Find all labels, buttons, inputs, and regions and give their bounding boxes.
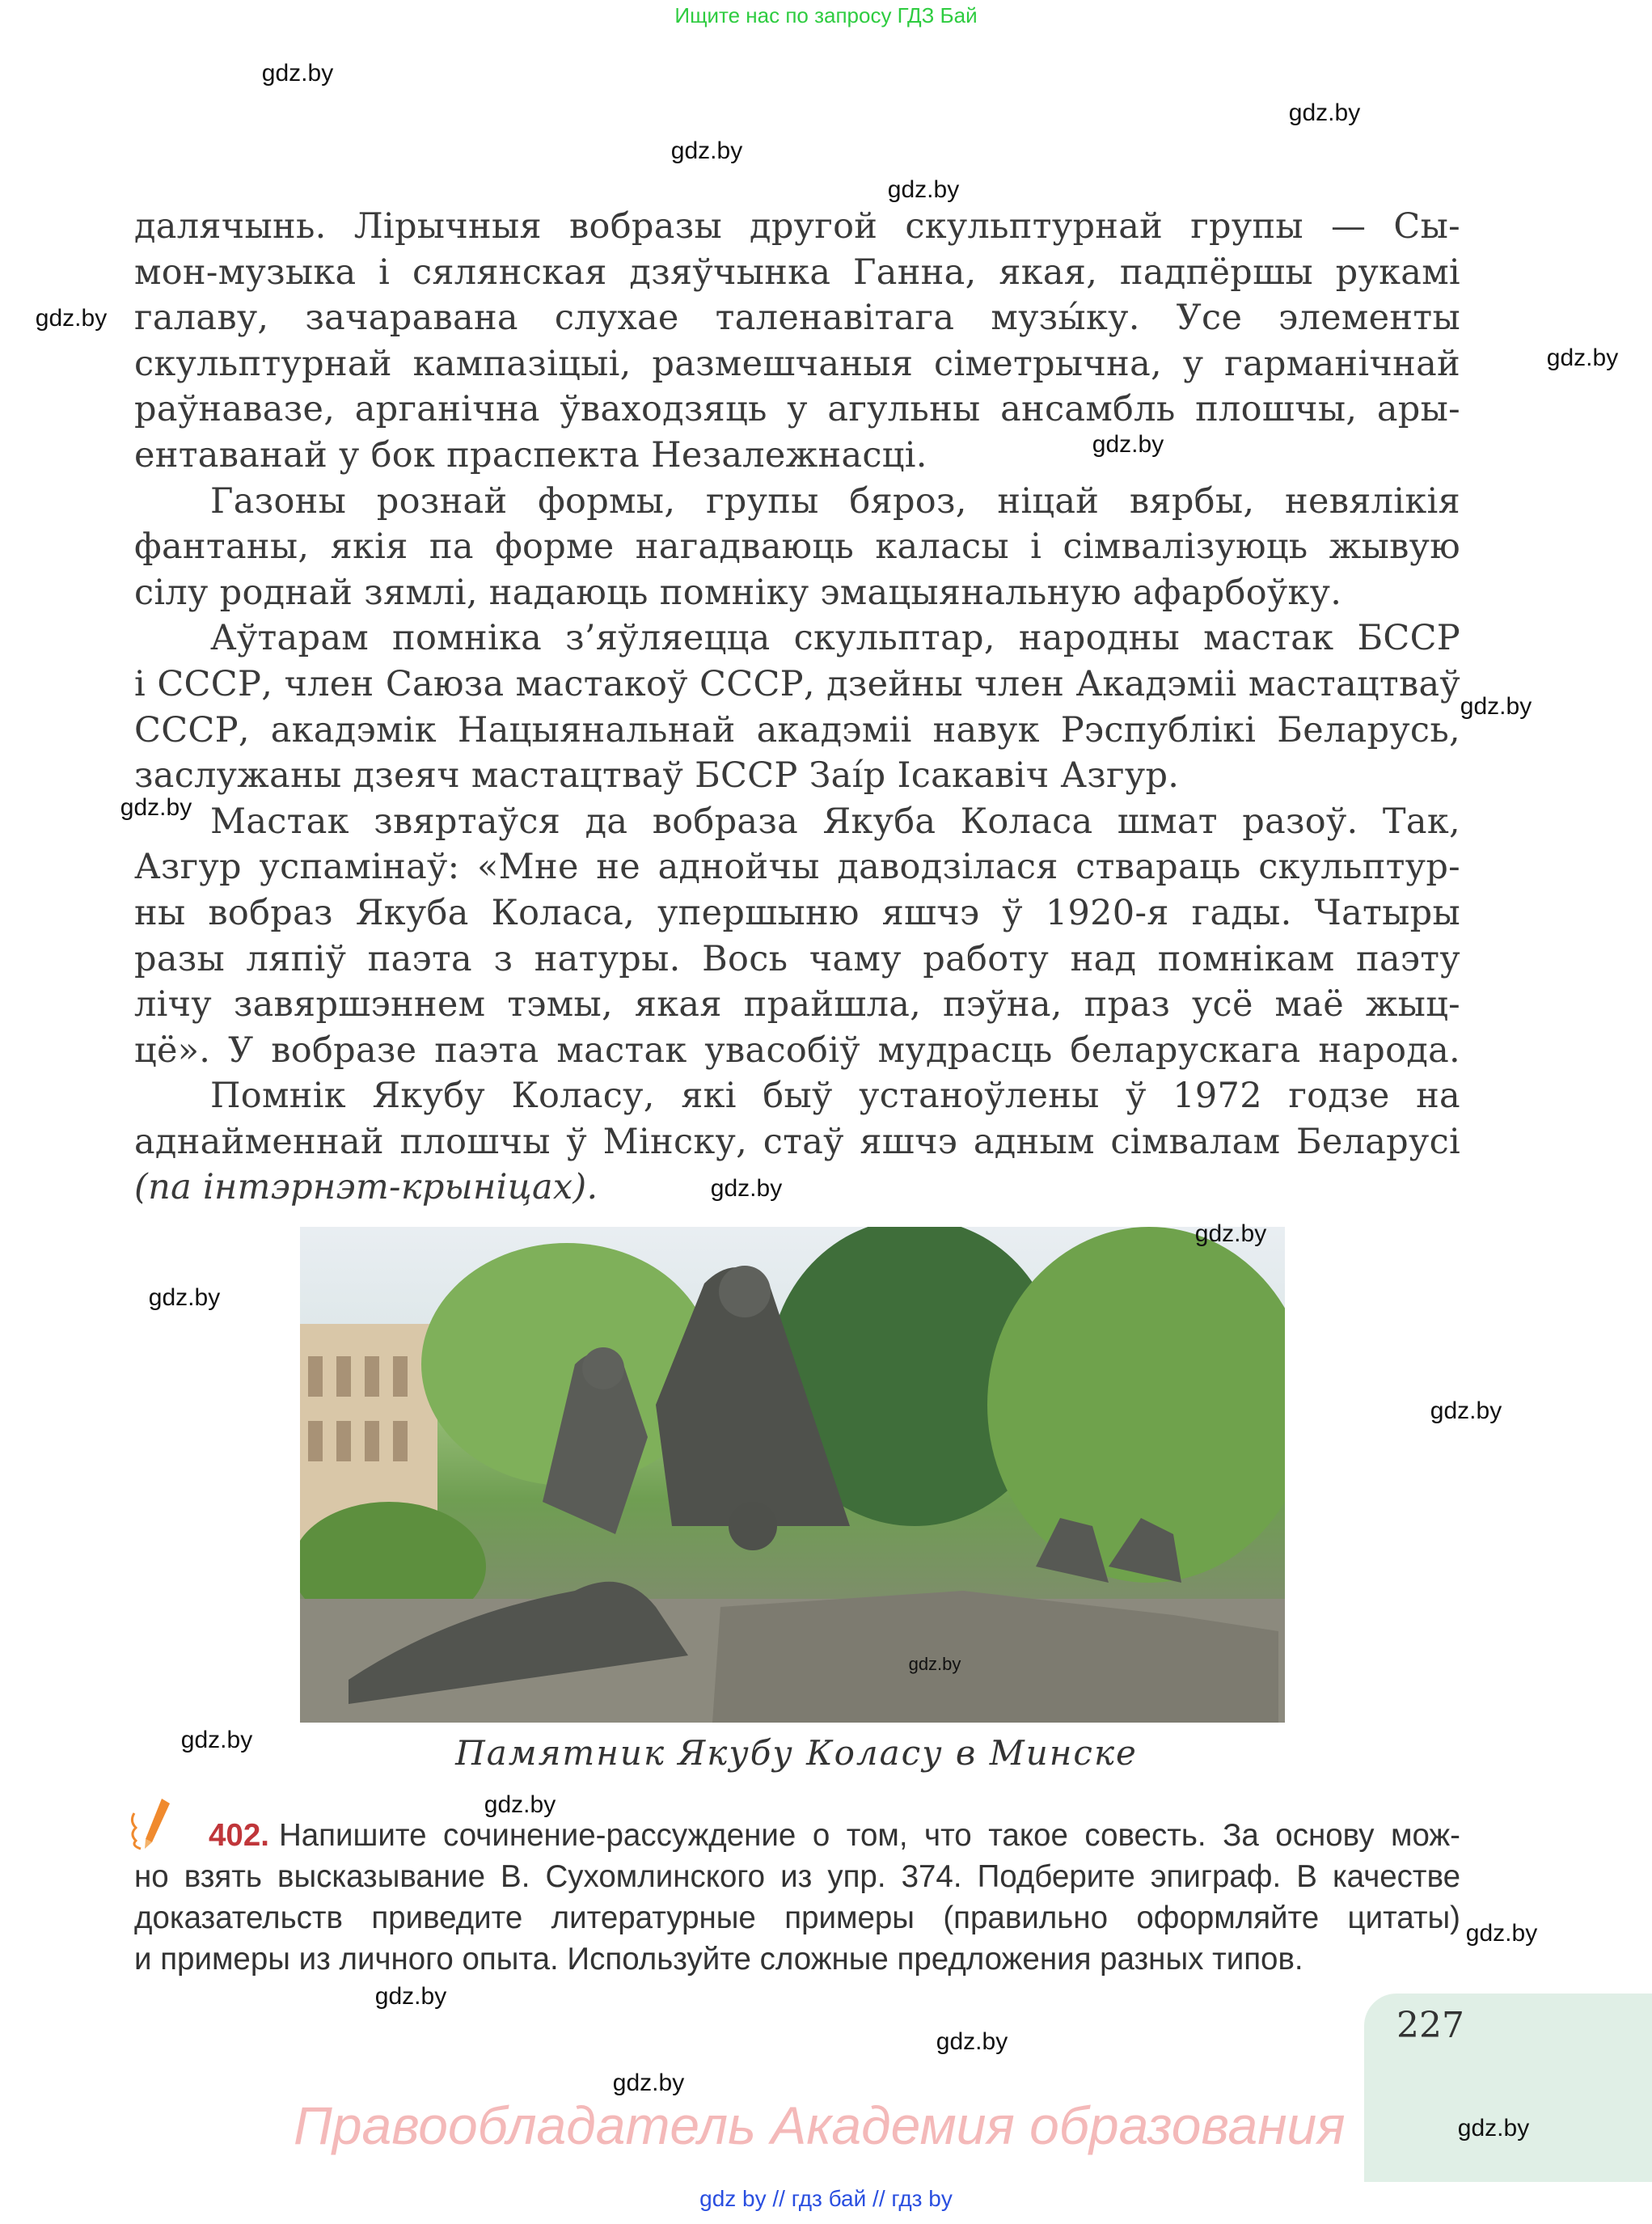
- text-line: СССР, акадэмік Нацыянальнай акадэміі навук Рэспублікі Беларусь,: [134, 709, 1460, 750]
- exercise-line: доказательств приведите литературные примеры (правильно оформляйте цитаты): [134, 1901, 1460, 1935]
- gdz-watermark: gdz.by: [1194, 1220, 1267, 1247]
- text-line: раўнавазе, арганічна ўваходзяць у агульны ансамбль плошчы, ары-: [134, 389, 1460, 430]
- text-line: Азгур успамінаў: «Мне не аднойчы даводзілася ствараць скульптур-: [134, 847, 1460, 888]
- exercise-line: [134, 1815, 1460, 1856]
- monument-photo: [300, 1227, 1285, 1723]
- gdz-watermark: gdz.by: [1430, 1397, 1502, 1424]
- gdz-watermark: gdz.by: [1465, 1920, 1538, 1947]
- text-line: Газоны рознай формы, групы бяроз, ніцай вярбы, невялікія: [210, 480, 1460, 522]
- text-line: сілу роднай зямлі, надаюць помніку эмацыянальную афарбоўку.: [134, 572, 1342, 613]
- text-line: фантаны, якія па форме нагадваюць каласы і сімвалізуюць жывую: [134, 526, 1460, 568]
- page-number-box: [1364, 1994, 1652, 2182]
- pencil-icon: [129, 1797, 178, 1854]
- body-text: [134, 204, 1460, 1211]
- gdz-watermark: gdz.by: [35, 305, 108, 332]
- gdz-watermark: gdz.by: [180, 1727, 253, 1753]
- gdz-watermark: gdz.by: [374, 1983, 447, 2010]
- gdz-watermark: gdz.by: [261, 60, 334, 87]
- text-line: заслужаны дзеяч мастацтваў БССР Заі́р Ісакавіч Азгур.: [134, 755, 1180, 797]
- text-line: разы ляпіў паэта з натуры. Вось чаму работу над помнікам паэту: [134, 938, 1460, 979]
- text-line: Помнік Якубу Коласу, які быў устаноўлены ў 1972 годзе на: [210, 1076, 1460, 1117]
- gdz-watermark: gdz.by: [148, 1284, 221, 1311]
- text-line: ентаванай у бок праспекта Незалежнасці.: [134, 434, 927, 476]
- page-number: 227: [1396, 2005, 1464, 2046]
- rights-holder-watermark: Правообладатель Академия образования: [294, 2095, 1346, 2155]
- gdz-watermark: gdz.by: [120, 794, 192, 821]
- text-line: далячынь. Лірычныя вобразы другой скульптурнай групы — Сы-: [134, 206, 1460, 247]
- text-line: цё». У вобразе паэта мастак увасобіў мудрасць беларускага народа.: [134, 1030, 1460, 1071]
- text-line: мон-музыка і сялянская дзяўчынка Ганна, якая, падпёршы рукамі: [134, 252, 1460, 293]
- gdz-watermark: gdz.by: [887, 176, 960, 203]
- text-line: (па інтэрнэт-крыніцах).: [134, 1167, 598, 1208]
- gdz-watermark: gdz.by: [612, 2070, 685, 2096]
- photo-caption: Памятник Якубу Коласу в Минске: [455, 1733, 1138, 1773]
- bottom-links[interactable]: gdz by // гдз бай // гдз by: [699, 2186, 953, 2211]
- gdz-watermark: gdz.by: [1457, 2115, 1530, 2142]
- gdz-watermark: gdz.by: [670, 137, 743, 164]
- text-line: лічу завяршэннем тэмы, якая прайшла, пэўна, праз усё маё жыц-: [134, 984, 1460, 1025]
- gdz-watermark: gdz.by: [936, 2028, 1008, 2055]
- exercise-text: Напишите сочинение-рассуждение о том, что такое совесть. За основу мож-: [278, 1818, 1460, 1853]
- text-line: Мастак звяртаўся да вобраза Якуба Коласа шмат разоў. Так,: [210, 801, 1460, 842]
- text-line: галаву, зачаравана слухае таленавітага музы́ку. Усе элементы: [134, 298, 1460, 339]
- gdz-watermark: gdz.by: [1460, 693, 1532, 720]
- exercise-line: но взять высказывание В. Сухомлинского из упр. 374. Подберите эпиграф. В качестве: [134, 1859, 1460, 1894]
- top-search-note: Ищите нас по запросу ГДЗ Бай: [674, 3, 978, 27]
- gdz-watermark: gdz.by: [1546, 345, 1619, 371]
- exercise-number: 402.: [209, 1818, 269, 1853]
- exercise-402: [134, 1815, 1460, 1980]
- gdz-watermark: gdz.by: [1288, 99, 1361, 126]
- text-line: ны вобраз Якуба Коласа, упершыню яшчэ ў 1920-я гады. Чатыры: [134, 892, 1460, 933]
- gdz-watermark: gdz.by: [908, 1654, 961, 1674]
- gdz-watermark: gdz.by: [1092, 431, 1164, 458]
- text-line: і СССР, член Саюза мастакоў СССР, дзейны член Акадэміі мастацтваў: [134, 663, 1460, 704]
- gdz-watermark: gdz.by: [484, 1791, 556, 1818]
- exercise-line: и примеры из личного опыта. Используйте сложные предложения разных типов.: [134, 1942, 1303, 1977]
- gdz-watermark: gdz.by: [710, 1175, 783, 1202]
- text-line: Аўтарам помніка з’яўляецца скульптар, народны мастак БССР: [210, 618, 1460, 659]
- text-line: скульптурнай кампазіцыі, размешчаныя сіметрычна, у гарманічнай: [134, 343, 1460, 384]
- text-line: аднайменнай плошчы ў Мінску, стаў яшчэ адным сімвалам Беларусі: [134, 1121, 1460, 1162]
